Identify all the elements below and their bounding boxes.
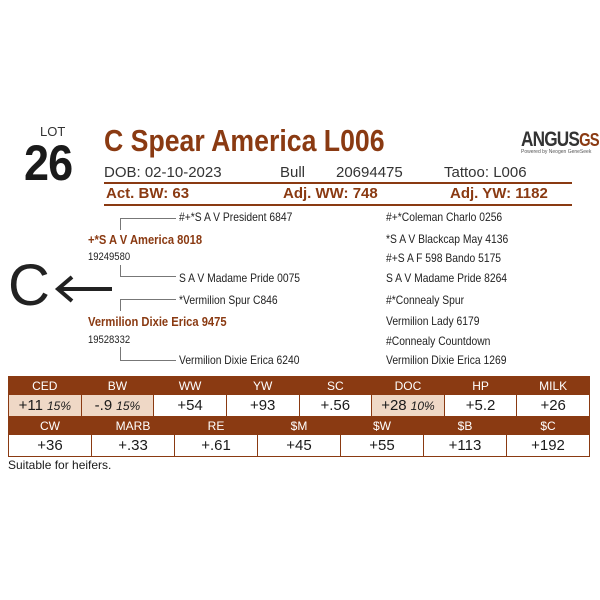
registration-number: 20694475 [336, 164, 403, 181]
divider-top [104, 182, 572, 184]
sire-dam: S A V Madame Pride 0075 [179, 271, 301, 285]
pedigree-line [120, 299, 121, 311]
logo-tagline: Powered by Neogen GeneSeek [521, 149, 592, 155]
actual-bw: Act. BW: 63 [106, 185, 190, 202]
epd-header: $B [424, 417, 507, 435]
epd-header: CED [9, 377, 82, 395]
ancestor: S A V Madame Pride 8264 [386, 271, 508, 285]
epd-value: +55 [341, 435, 424, 457]
arrow-left-icon [52, 274, 114, 304]
epd-header: YW [226, 377, 299, 395]
epd-header: HP [444, 377, 517, 395]
epd-value: +93 [226, 395, 299, 417]
epd-value: +192 [507, 435, 590, 457]
epd-header: RE [175, 417, 258, 435]
dob: DOB: 02-10-2023 [104, 164, 222, 181]
epd-header: CW [9, 417, 92, 435]
lot-note: Suitable for heifers. [8, 458, 112, 472]
epd-value-row [9, 395, 590, 417]
epd-table-production [8, 376, 590, 417]
epd-header: $W [341, 417, 424, 435]
logo-text: ANGUSGS [521, 128, 599, 151]
ancestor: #Connealy Countdown [386, 334, 491, 348]
ancestor: *S A V Blackcap May 4136 [386, 232, 509, 246]
epd-header: MILK [517, 377, 590, 395]
epd-value: +36 [9, 435, 92, 457]
ancestor: #*Connealy Spur [386, 293, 465, 307]
sire-sire: #+*S A V President 6847 [179, 210, 293, 224]
epd-value-row [9, 435, 590, 457]
ancestor: Vermilion Dixie Erica 1269 [386, 353, 507, 367]
pedigree-line [120, 218, 176, 219]
dam-sire: *Vermilion Spur C846 [179, 293, 278, 307]
epd-value: +5.2 [444, 395, 517, 417]
dam-registration: 19528332 [88, 334, 131, 346]
epd-header: BW [81, 377, 154, 395]
pedigree-letter: C [8, 253, 50, 318]
pedigree-line [120, 360, 176, 361]
pedigree-line [120, 299, 176, 300]
sire: +*S A V America 8018 [88, 232, 203, 247]
epd-value: +113 [424, 435, 507, 457]
pedigree-line [120, 347, 121, 361]
epd-header-row [9, 417, 590, 435]
lot-number: 26 [24, 135, 73, 191]
epd-header: DOC [372, 377, 445, 395]
epd-value: +11 15% [9, 395, 82, 417]
divider-bottom [104, 204, 572, 206]
epd-header: WW [154, 377, 227, 395]
angus-gs-logo [521, 128, 600, 155]
dam: Vermilion Dixie Erica 9475 [88, 314, 227, 329]
adjusted-ww: Adj. WW: 748 [283, 185, 378, 202]
epd-value: +54 [154, 395, 227, 417]
sire-registration: 19249580 [88, 251, 131, 263]
tattoo: Tattoo: L006 [444, 164, 527, 181]
ancestor: #+S A F 598 Bando 5175 [386, 251, 502, 265]
epd-header: MARB [92, 417, 175, 435]
epd-value: +.56 [299, 395, 372, 417]
sex: Bull [280, 164, 306, 181]
ancestor: Vermilion Lady 6179 [386, 314, 480, 328]
epd-header: $C [507, 417, 590, 435]
epd-value: +26 [517, 395, 590, 417]
dam-dam: Vermilion Dixie Erica 6240 [179, 353, 300, 367]
epd-value: +28 10% [372, 395, 445, 417]
epd-header: SC [299, 377, 372, 395]
epd-header: $M [258, 417, 341, 435]
epd-value: +.33 [92, 435, 175, 457]
epd-value: -.9 15% [81, 395, 154, 417]
epd-value: +.61 [175, 435, 258, 457]
ancestor: #+*Coleman Charlo 0256 [386, 210, 503, 224]
lot-label: LOT [40, 124, 66, 139]
epd-value: +45 [258, 435, 341, 457]
adjusted-yw: Adj. YW: 1182 [450, 185, 548, 202]
pedigree-line [120, 218, 121, 230]
epd-header-row [9, 377, 590, 395]
animal-name: C Spear America L006 [104, 123, 385, 158]
epd-table-carcass [8, 416, 590, 457]
pedigree-line [120, 276, 176, 277]
